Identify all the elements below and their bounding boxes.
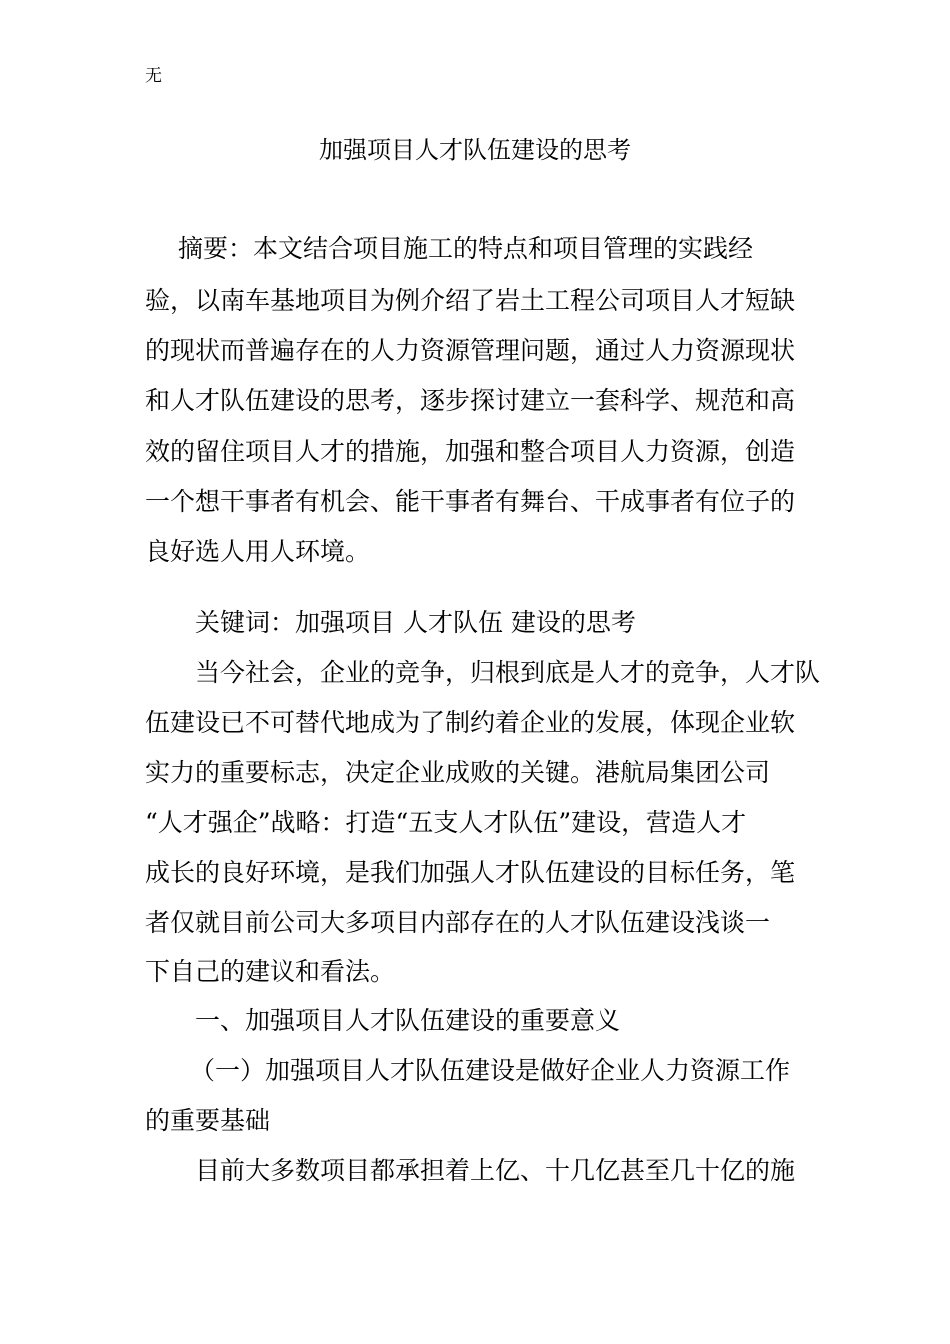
body-line-2: 伍建设已不可替代地成为了制约着企业的发展，体现企业软 — [145, 708, 796, 737]
abstract-line-1: 摘要：本文结合项目施工的特点和项目管理的实践经 — [178, 234, 754, 263]
subsection-heading-1-cont: 的重要基础 — [145, 1106, 271, 1135]
abstract-line-5: 效的留住项目人才的措施，加强和整合项目人力资源，创造 — [145, 437, 796, 466]
body-line-8: 目前大多数项目都承担着上亿、十几亿甚至几十亿的施 — [195, 1156, 796, 1185]
abstract-line-4: 和人才队伍建设的思考，逐步探讨建立一套科学、规范和高 — [145, 386, 796, 415]
abstract-line-7: 良好选人用人环境。 — [145, 537, 371, 566]
abstract-line-6: 一个想干事者有机会、能干事者有舞台、干成事者有位子的 — [145, 487, 796, 516]
keywords-line: 关键词：加强项目 人才队伍 建设的思考 — [195, 608, 636, 637]
body-line-7: 下自己的建议和看法。 — [145, 957, 396, 986]
body-line-5: 成长的良好环境，是我们加强人才队伍建设的目标任务，笔 — [145, 858, 796, 887]
header-mark: 无 — [145, 66, 162, 86]
section-heading-1: 一、加强项目人才队伍建设的重要意义 — [195, 1006, 621, 1035]
abstract-line-3: 的现状而普遍存在的人力资源管理问题，通过人力资源现状 — [145, 336, 796, 365]
body-line-4: “人才强企”战略：打造“五支人才队伍”建设，营造人才 — [145, 808, 747, 837]
document-title: 加强项目人才队伍建设的思考 — [319, 136, 631, 164]
body-line-3: 实力的重要标志，决定企业成败的关键。港航局集团公司 — [145, 758, 771, 787]
body-line-1: 当今社会，企业的竞争，归根到底是人才的竞争，人才队 — [195, 658, 821, 687]
subsection-heading-1: （一）加强项目人才队伍建设是做好企业人力资源工作 — [190, 1056, 791, 1085]
body-line-6: 者仅就目前公司大多项目内部存在的人才队伍建设浅谈一 — [145, 908, 771, 937]
abstract-line-2: 验，以南车基地项目为例介绍了岩土工程公司项目人才短缺 — [145, 286, 796, 315]
